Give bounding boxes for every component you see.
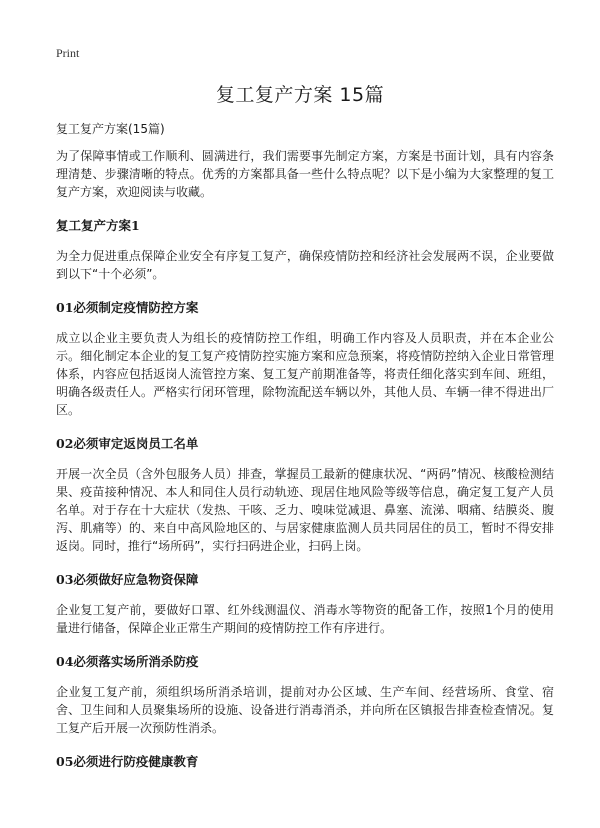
section-heading: 复工复产方案1 [56,218,140,233]
page-title: 复工复产方案 15篇 [215,84,385,106]
item-heading-03: 03必须做好应急物资保障 [56,572,199,587]
item-paragraph-04: 企业复工复产前，须组织场所消杀培训，提前对办公区域、生产车间、经营场所、食堂、宿舍、卫生间和人员聚集场所的设施、设备进行消毒消杀，并向所在区镇报告排查检查情况。复工复产后开展一次预防性消杀。 [56,685,554,735]
item-paragraph-02: 开展一次全员（含外包服务人员）排查，掌握员工最新的健康状况、“两码”情况、核酸检测结果、疫苗接种情况、本人和同住人员行动轨迹、现居住地风险等级等信息，确定复工复产人员名单。对于存在十大症状（发热、干咳、乏力、嗅味觉减退、鼻塞、流涕、咽痛、结膜炎、腹泻、肌痛等）的、来自中高风险地区的、与居家健康监测人员共同居住的员工，暂时不得安排返岗。同时，推行“场所码”，实行扫码进企业，扫码上岗。 [56,467,554,553]
item-heading-01: 01必须制定疫情防控方案 [56,300,199,315]
item-paragraph-03: 企业复工复产前，要做好口罩、红外线测温仪、消毒水等物资的配备工作，按照1个月的使用量进行储备，保障企业正常生产期间的疫情防控工作有序进行。 [56,603,554,635]
item-heading-04: 04必须落实场所消杀防疫 [56,654,199,669]
item-heading-05: 05必须进行防疫健康教育 [56,754,199,769]
document-body [56,120,554,783]
print-link[interactable]: Print [56,46,80,60]
item-paragraph-01: 成立以企业主要负责人为组长的疫情防控工作组，明确工作内容及人员职责，并在本企业公示。细化制定本企业的复工复产疫情防控实施方案和应急预案，将疫情防控纳入企业日常管理体系，内容应包括返岗人流管控方案、复工复产前期准备等，将责任细化落实到车间、班组，明确各级责任人。严格实行闭环管理，除物流配送车辆以外，其他人员、车辆一律不得进出厂区。 [56,331,554,417]
intro-paragraph: 为了保障事情或工作顺利、圆满进行，我们需要事先制定方案，方案是书面计划，具有内容条理清楚、步骤清晰的特点。优秀的方案都具备一些什么特点呢？以下是小编为大家整理的复工复产方案，欢迎阅读与收藏。 [56,149,554,199]
document-subtitle: 复工复产方案(15篇) [56,122,165,136]
item-heading-02: 02必须审定返岗员工名单 [56,436,199,451]
section-intro-paragraph: 为全力促进重点保障企业安全有序复工复产，确保疫情防控和经济社会发展两不误，企业要做到以下“十个必须”。 [56,249,554,281]
